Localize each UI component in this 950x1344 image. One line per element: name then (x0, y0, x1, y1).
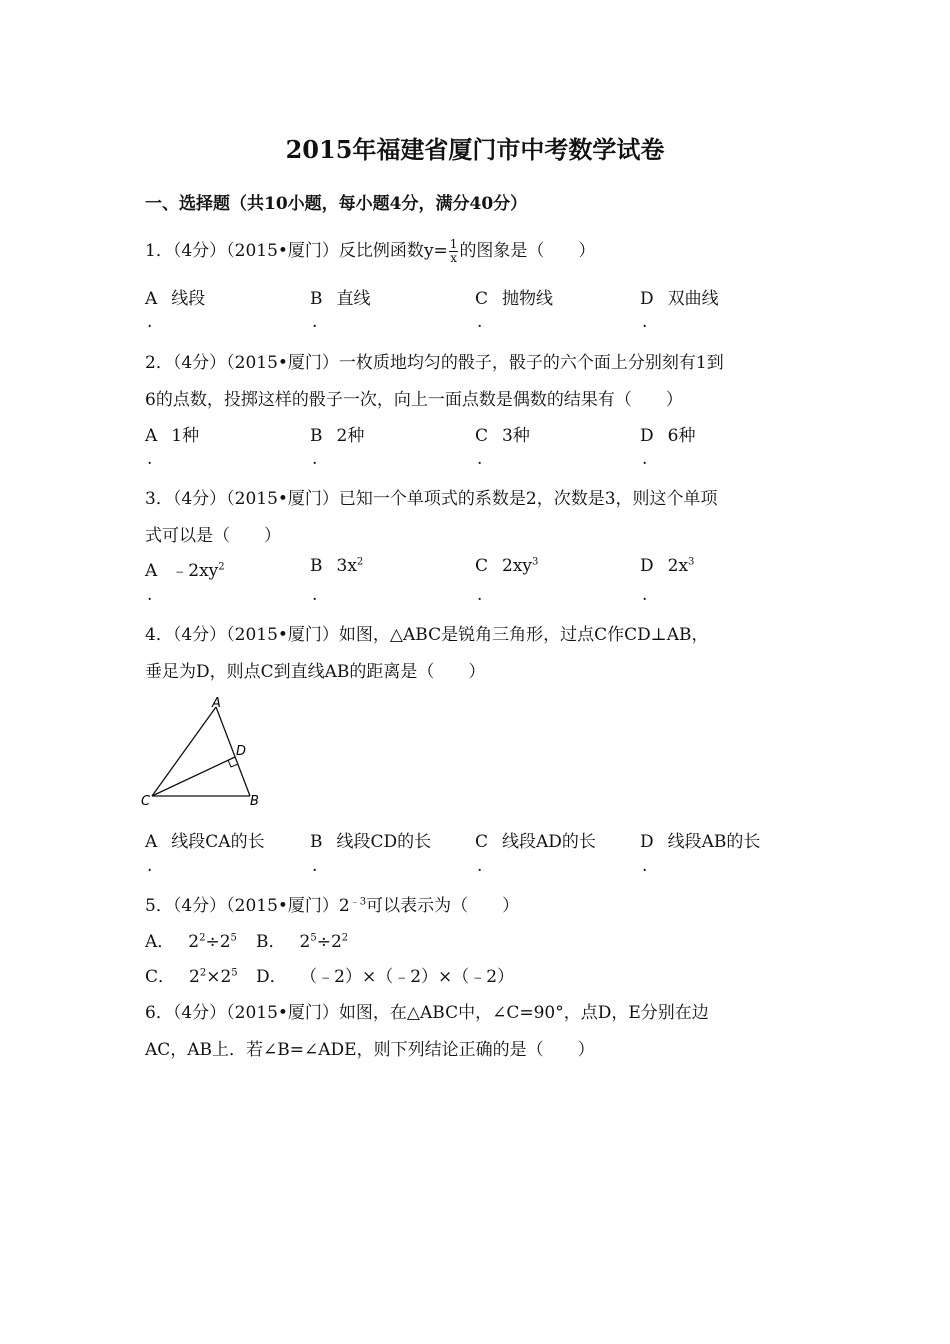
exponent: 2 (341, 932, 349, 944)
option-letter: B (310, 289, 323, 309)
option-letter: A (145, 289, 158, 309)
option-dot: . (642, 856, 648, 876)
question-1 (145, 236, 595, 265)
base: 2 (299, 932, 311, 952)
option-dot: . (147, 449, 153, 469)
option-label: D． (256, 967, 287, 987)
q3-option-c (475, 556, 538, 576)
question-2-line-1: 2．（4分）（2015•厦门）一枚质地均匀的骰子，骰子的六个面上分别刻有1到 (145, 353, 724, 373)
exponent: 2 (218, 561, 225, 573)
option-dot: . (477, 856, 483, 876)
q5-option-c (145, 962, 238, 987)
option-text: 线段AD的长 (502, 832, 596, 852)
option-label: C． (145, 967, 176, 987)
q4-option-b (310, 827, 431, 852)
option-dot: . (312, 856, 318, 876)
option-letter: B (310, 556, 323, 576)
option-dot: . (642, 449, 648, 469)
option-dot: . (477, 312, 483, 332)
base: ÷2 (316, 932, 342, 952)
option-dot: . (477, 449, 483, 469)
base: 2 (189, 967, 200, 987)
option-letter: A (145, 426, 158, 446)
q4-option-c (475, 827, 596, 852)
q1-prefix: 1．（4分）（2015•厦门）反比例函数 (145, 241, 424, 261)
option-text: 直线 (336, 289, 371, 309)
option-dot: . (147, 312, 153, 332)
option-text: 1种 (171, 426, 200, 446)
question-4-line-1: 4．（4分）（2015•厦门）如图，△ABC是锐角三角形，过点C作CD⊥AB， (145, 625, 709, 645)
side-ac (152, 707, 216, 796)
question-6-line-2: AC，AB上．若∠B=∠ADE，则下列结论正确的是（ ） (145, 1040, 595, 1060)
q1-fraction-numerator: 1 (449, 237, 458, 251)
q2-option-b (310, 421, 364, 446)
option-dot: . (312, 449, 318, 469)
option-label: B． (256, 932, 286, 952)
option-text: 6种 (667, 426, 696, 446)
option-label: A． (145, 932, 175, 952)
exponent: 3 (688, 556, 695, 568)
option-text: 线段AB的长 (667, 832, 761, 852)
exponent: 5 (310, 932, 317, 944)
option-dot: . (642, 312, 648, 332)
option-letter: C (475, 556, 489, 576)
q1-y: y= (423, 241, 448, 261)
option-text: ﹣2xy (171, 561, 219, 581)
option-dot: . (147, 856, 153, 876)
option-text: 双曲线 (667, 289, 719, 309)
option-text: 3x (336, 556, 357, 576)
option-text: 3种 (502, 426, 530, 446)
option-text: 2xy (502, 556, 533, 576)
option-dot: . (642, 585, 648, 605)
exponent: ﹣3 (349, 896, 367, 908)
q5-option-d (256, 962, 514, 987)
option-dot: . (312, 312, 318, 332)
option-text: 2x (667, 556, 689, 576)
segment-cd (152, 757, 235, 796)
option-dot: . (312, 585, 318, 605)
option-dot: . (147, 585, 153, 605)
question-6-line-1: 6．（4分）（2015•厦门）如图，在△ABC中，∠C=90°，点D，E分别在边 (145, 1003, 709, 1023)
option-letter: C (475, 832, 489, 852)
q2-option-d (640, 421, 695, 446)
q1-option-c (475, 284, 553, 309)
q3-option-b (310, 556, 363, 576)
q3-option-d (640, 556, 694, 576)
q5-option-a (145, 927, 237, 952)
exponent: 5 (230, 932, 237, 944)
option-letter: C (475, 289, 489, 309)
q1-option-d (640, 284, 719, 309)
option-dot: . (477, 585, 483, 605)
option-text: 线段CA的长 (171, 832, 265, 852)
option-letter: B (310, 426, 323, 446)
exponent: 2 (199, 932, 206, 944)
q5-prefix: 5．（4分）（2015•厦门）2 (145, 896, 350, 916)
option-letter: B (310, 832, 323, 852)
q1-suffix: 的图象是（ ） (459, 241, 596, 261)
triangle-figure (140, 695, 270, 810)
base: ×2 (206, 967, 232, 987)
exponent: 3 (532, 556, 539, 568)
q1-option-a (145, 284, 205, 309)
option-letter: C (475, 426, 489, 446)
option-text: 抛物线 (502, 289, 554, 309)
option-text: 线段CD的长 (336, 832, 432, 852)
option-letter: D (640, 426, 654, 446)
q2-option-c (475, 421, 530, 446)
option-text: 线段 (171, 289, 206, 309)
q1-fraction (449, 238, 459, 265)
q5-option-b (256, 927, 348, 952)
option-text: 2种 (336, 426, 365, 446)
question-3-line-2: 式可以是（ ） (145, 526, 281, 546)
label-b: B (250, 794, 259, 809)
q1-fraction-denominator: x (450, 251, 457, 265)
base: ÷2 (205, 932, 231, 952)
q4-option-a (145, 827, 265, 852)
label-a: A (212, 696, 221, 711)
option-letter: A (145, 832, 158, 852)
q3-option-a (145, 556, 225, 581)
label-d: D (236, 744, 247, 759)
label-c: C (141, 794, 151, 809)
exponent: 5 (231, 967, 238, 979)
question-4-line-2: 垂足为D，则点C到直线AB的距离是（ ） (145, 662, 486, 682)
q2-option-a (145, 421, 199, 446)
option-text: （﹣2）×（﹣2）×（﹣2） (308, 967, 515, 987)
q1-option-b (310, 284, 371, 309)
option-letter: D (640, 289, 654, 309)
base: 2 (188, 932, 200, 952)
page-title: 2015年福建省厦门市中考数学试卷 (285, 135, 665, 164)
exponent: 2 (199, 967, 207, 979)
exponent: 2 (356, 556, 364, 568)
option-letter: D (640, 556, 654, 576)
option-letter: D (640, 832, 654, 852)
question-2-line-2: 6的点数，投掷这样的骰子一次，向上一面点数是偶数的结果有（ ） (145, 390, 683, 410)
q5-suffix: 可以表示为（ ） (366, 896, 520, 916)
question-3-line-1: 3．（4分）（2015•厦门）已知一个单项式的系数是2，次数是3，则这个单项 (145, 489, 718, 509)
q4-option-d (640, 827, 760, 852)
section-heading: 一、选择题（共10小题，每小题4分，满分40分） (145, 194, 528, 214)
option-letter: A (145, 561, 158, 581)
question-5 (145, 891, 519, 916)
